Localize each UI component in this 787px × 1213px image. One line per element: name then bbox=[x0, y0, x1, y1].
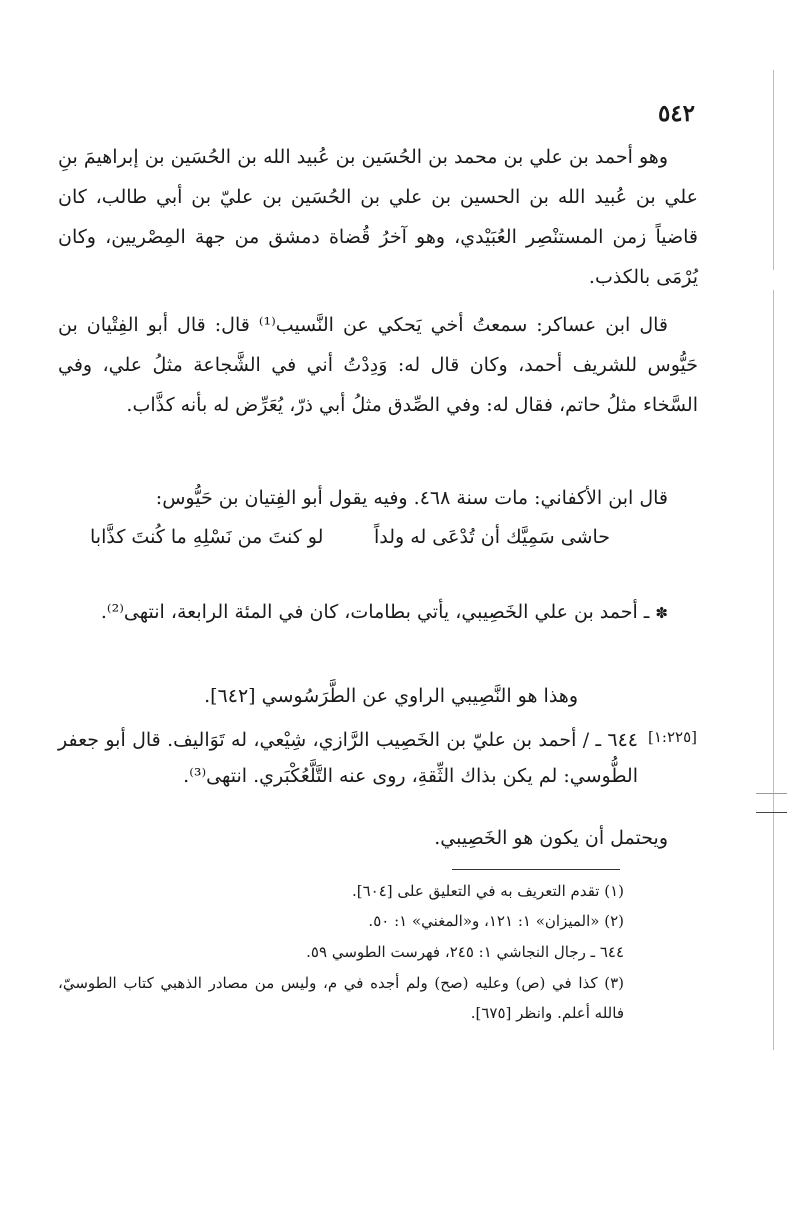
footnote-text: (٢) «الميزان» ١: ١٢١، و«المغني» ١: ٥٠. bbox=[368, 912, 624, 930]
footnote-3 bbox=[58, 968, 624, 1028]
paragraph-text: ويحتمل أن يكون هو الخَصِيبي. bbox=[434, 827, 668, 849]
entry-text: ٦٤٤ ـ / أحمد بن عليّ بن الخَصِيب الرَّازي، شِيْعي، له تَوَاليف. قال أبو جعفر الطُّوسي: لم يكن بذاك الثِّقةِ، روى عنه التَّلَّعُكْبَري. انتهى⁽³⁾. bbox=[58, 729, 638, 787]
poem-verse bbox=[90, 526, 610, 566]
page-edge-line-bottom bbox=[773, 290, 774, 1050]
footnote-1 bbox=[58, 876, 624, 906]
entry-644 bbox=[58, 722, 638, 794]
paragraph-text: قال ابن الأكفاني: مات سنة ٤٦٨. وفيه يقول أبو الفِتيان بن حَيُّوس: bbox=[155, 487, 668, 509]
footnote-divider bbox=[452, 869, 620, 870]
edge-mark bbox=[756, 812, 787, 813]
poem-hemistich-first: حاشى سَمِيَّك أن تُدْعَى له ولداً bbox=[374, 526, 610, 548]
poem-hemistich-second: لو كنتَ من نَسْلِهِ ما كُنتَ كذَّابا bbox=[90, 526, 324, 548]
paragraph-text-body: ـ أحمد بن علي الخَصِيبي، يأتي بطامات، كان في المئة الرابعة، انتهى⁽²⁾. bbox=[100, 601, 650, 623]
paragraph-nasibi bbox=[58, 676, 698, 716]
page-edge-line-top bbox=[773, 70, 774, 270]
paragraph-text: قال ابن عساكر: سمعتُ أخي يَحكي عن النَّسيب⁽¹⁾ قال: قال أبو الفِتْيان بن حَيُّوس للشريف أحمد، وكان قال له: وَدِدْتُ أني في الشَّجاعة مثلُ علي، وفي السَّخاء مثلُ حاتم، فقال له: وفي الصِّدق مثلُ أبي ذرّ، يُعَرِّض له بأنه كذَّاب. bbox=[58, 314, 698, 416]
footnote-text: ٦٤٤ ـ رجال النجاشي ١: ٢٤٥، فهرست الطوسي ٥٩. bbox=[306, 943, 624, 961]
footnote-644 bbox=[58, 937, 624, 967]
paragraph-text bbox=[58, 592, 698, 633]
paragraph-probability bbox=[58, 818, 698, 858]
paragraph-ibn-akfani bbox=[58, 478, 698, 518]
marginal-reference: [١:٢٢٥] bbox=[648, 728, 697, 746]
page-number: ٥٤٢ bbox=[657, 100, 695, 127]
star-marker: ✽ bbox=[655, 604, 668, 622]
paragraph-khasibi bbox=[58, 592, 698, 633]
paragraph-ibn-asakir bbox=[58, 305, 698, 425]
footnote-text: (١) تقدم التعريف به في التعليق على [٦٠٤]. bbox=[351, 882, 624, 900]
footnote-text: (٣) كذا في (ص) وعليه (صح) ولم أجده في م، وليس من مصادر الذهبي كتاب الطوسيّ، فالله أعلم. وانظر [٦٧٥]. bbox=[58, 974, 624, 1022]
paragraph-biography bbox=[58, 137, 698, 297]
edge-mark bbox=[756, 793, 787, 794]
footnote-2 bbox=[58, 906, 624, 936]
paragraph-text: وهو أحمد بن علي بن محمد بن الحُسَين بن عُبيد الله بن الحُسَين بن إبراهيمَ بنِ علي بن عُبيد الله بن الحسين بن علي بن الحُسَين بن عليّ بن أبي طالب، كان قاضياً زمن المستنْصِر العُبَيْدي، وهو آخرُ قُضاة دمشق من جهة المِصْريين، وكان يُرْمَى بالكذب. bbox=[58, 146, 698, 288]
paragraph-text: وهذا هو النَّصِيبي الراوي عن الطَّرَسُوسي [٦٤٢]. bbox=[204, 685, 578, 707]
